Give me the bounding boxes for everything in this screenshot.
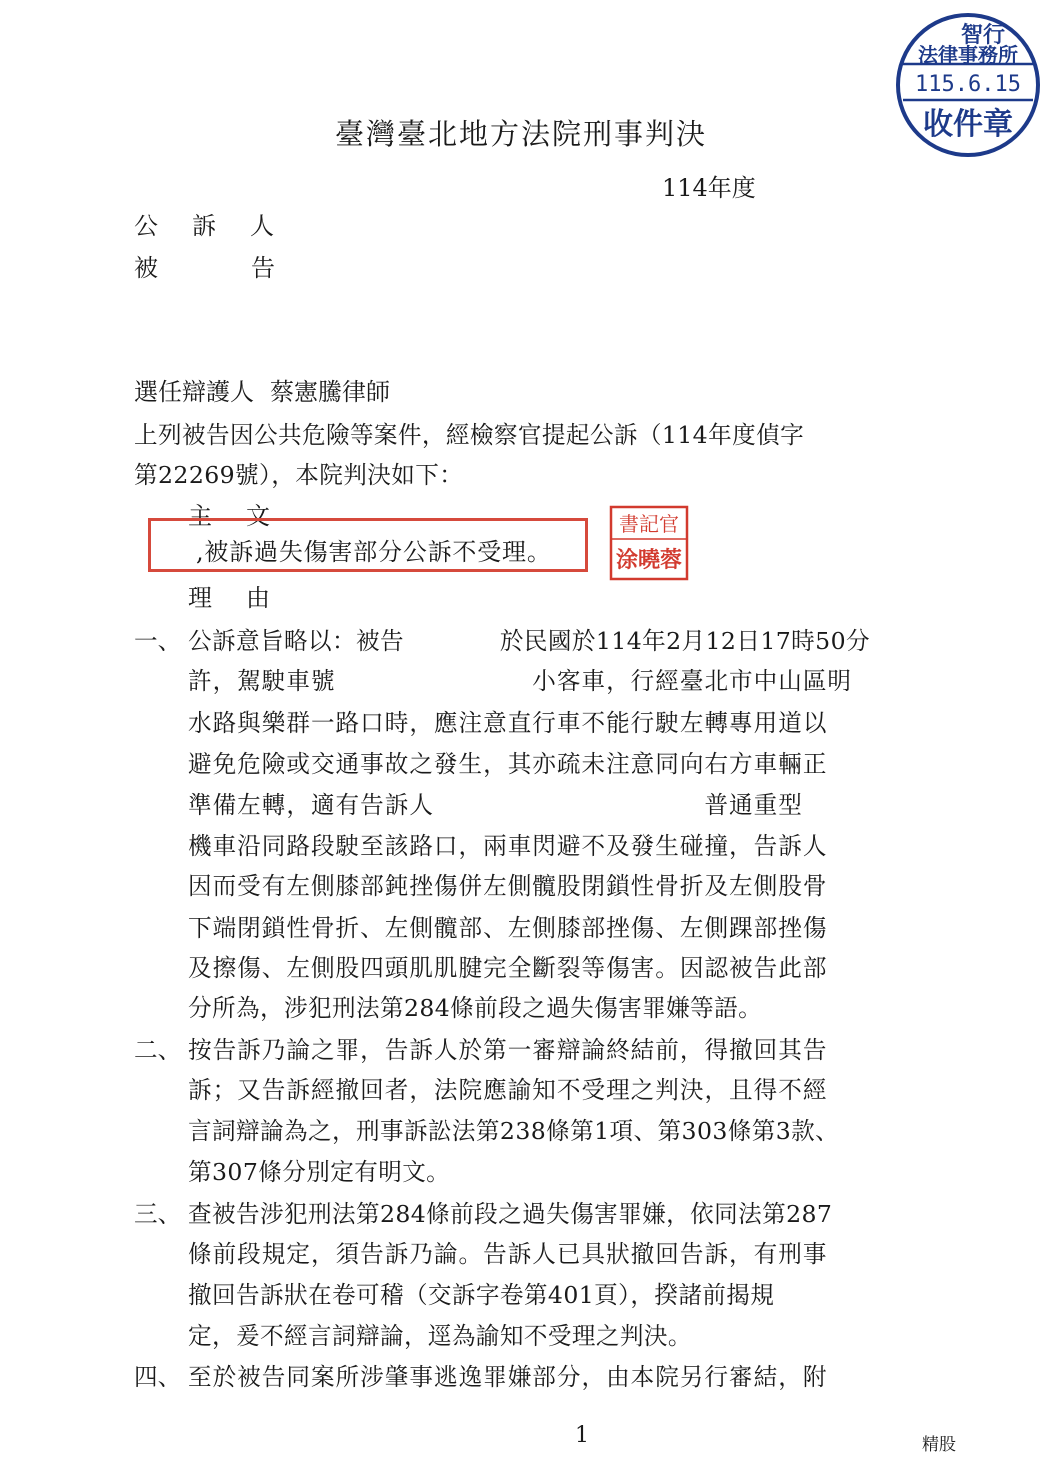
clerk-seal-top: 書記官 [619, 512, 679, 536]
receipt-stamp [893, 10, 1043, 160]
section-3-line: 條前段規定，須告訴乃論。告訴人已具狀撤回告訴，有刑事 [188, 1240, 828, 1268]
section-3-line: 撤回告訴狀在卷可稽（交訴字卷第401頁），揆諸前揭規 [188, 1281, 775, 1309]
defendant-label: 被 告 [134, 254, 275, 282]
counsel-label: 選任辯護人 [134, 378, 254, 406]
document-year: 114年度 [662, 174, 756, 202]
section-number-4: 四、 [134, 1363, 182, 1391]
clerk-seal-stamp [609, 505, 689, 581]
receipt-stamp-line3: 收件章 [923, 107, 1013, 142]
section-number-3: 三、 [134, 1200, 182, 1228]
receipt-stamp-line1: 智行 [960, 23, 1006, 48]
section-1-line: 公訴意旨略以：被告 於民國於114年2月12日17時50分 [188, 627, 870, 655]
document-title: 臺灣臺北地方法院刑事判決 [335, 117, 708, 151]
section-1-line: 機車沿同路段駛至該路口，兩車閃避不及發生碰撞，告訴人 [188, 832, 828, 860]
section-2-line: 言詞辯論為之，刑事訴訟法第238條第1項、第303條第3款、 [188, 1117, 840, 1145]
receipt-stamp-date: 115.6.15 [915, 72, 1021, 97]
section-1-line: 及擦傷、左側股四頭肌肌腱完全斷裂等傷害。因認被告此部 [188, 954, 828, 982]
verdict-text: ,被訴過失傷害部分公訴不受理。 [196, 538, 552, 566]
section-1-line: 水路與樂群一路口時，應注意直行車不能行駛左轉專用道以 [188, 709, 828, 737]
clerk-seal-name: 涂曉蓉 [615, 548, 683, 573]
intro-line-2: 第22269號），本院判決如下： [134, 461, 464, 489]
receipt-stamp-line2: 法律事務所 [918, 43, 1018, 67]
page-number: 1 [575, 1423, 589, 1448]
section-3-line: 查被告涉犯刑法第284條前段之過失傷害罪嫌，依同法第287 [188, 1200, 833, 1228]
section-number-1: 一、 [134, 627, 182, 655]
section-2-line: 第307條分別定有明文。 [188, 1158, 451, 1186]
section-1-line: 避免危險或交通事故之發生，其亦疏未注意同向右方車輛正 [188, 750, 828, 778]
counsel-name: 蔡憲騰律師 [270, 378, 390, 406]
counsel-row [134, 372, 390, 407]
section-2-line: 按告訴乃論之罪，告訴人於第一審辯論終結前，得撤回其告 [188, 1036, 828, 1064]
intro-line-1: 上列被告因公共危險等案件，經檢察官提起公訴（114年度偵字 [134, 421, 805, 449]
prosecutor-label: 公 訴 人 [134, 212, 274, 240]
section-number-2: 二、 [134, 1036, 182, 1064]
division-mark: 精股 [922, 1435, 956, 1455]
main-heading: 主 文 [188, 502, 270, 530]
reason-heading: 理 由 [188, 584, 270, 612]
section-2-line: 訴；又告訴經撤回者，法院應諭知不受理之判決，且得不經 [188, 1076, 828, 1104]
section-1-line: 因而受有左側膝部鈍挫傷併左側髖股閉鎖性骨折及左側股骨 [188, 872, 828, 900]
section-1-line: 準備左轉，適有告訴人 普通重型 [188, 791, 803, 819]
section-1-line: 分所為，涉犯刑法第284條前段之過失傷害罪嫌等語。 [188, 994, 763, 1022]
section-4-line: 至於被告同案所涉肇事逃逸罪嫌部分，由本院另行審結，附 [188, 1363, 828, 1391]
section-1-line: 許，駕駛車號 小客車，行經臺北市中山區明 [188, 667, 853, 695]
section-1-line: 下端閉鎖性骨折、左側髖部、左側膝部挫傷、左側踝部挫傷 [188, 914, 828, 942]
section-3-line: 定，爰不經言詞辯論，逕為諭知不受理之判決。 [188, 1322, 692, 1350]
